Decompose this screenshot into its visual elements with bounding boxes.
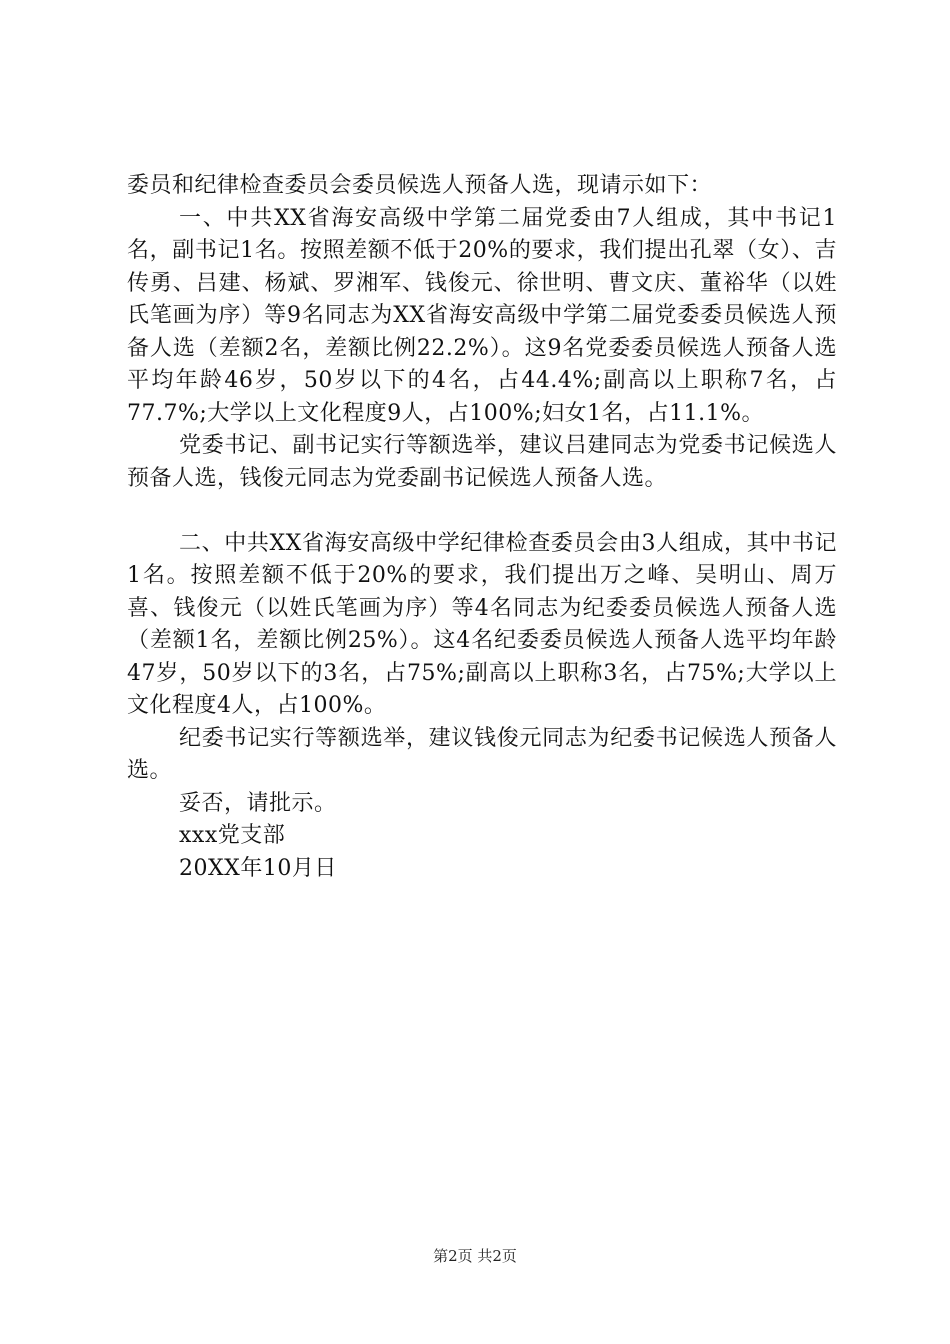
paragraph-discipline-committee: 二、中共XX省海安高级中学纪律检查委员会由3人组成，其中书记1名。按照差额不低于20%的要求，我们提出万之峰、吴明山、周万喜、钱俊元（以姓氏笔画为序）等4名同志为纪委委员候选人预备人选（差额1名，差额比例25%）。这4名纪委委员候选人预备人选平均年龄47岁，50岁以下的3名，占75%;副高以上职称3名，占75%;大学以上文化程度4人，占100%。 [127, 530, 837, 718]
document-body [127, 170, 837, 885]
document-date: 20XX年10月日 [179, 855, 337, 881]
paragraph-intro: 委员和纪律检查委员会委员候选人预备人选，现请示如下： [127, 173, 713, 198]
paragraph-gap [127, 495, 837, 528]
paragraph-request-approval: 妥否，请批示。 [179, 790, 337, 816]
signature: xxx党支部 [179, 823, 286, 848]
paragraph-discipline-secretary: 纪委书记实行等额选举，建议钱俊元同志为纪委书记候选人预备人选。 [127, 725, 837, 783]
paragraph-party-committee: 一、中共XX省海安高级中学第二届党委由7人组成，其中书记1名，副书记1名。按照差额不低于20%的要求，我们提出孔翠（女）、吉传勇、吕建、杨斌、罗湘军、钱俊元、徐世明、曹文庆、董裕华（以姓氏笔画为序）等9名同志为XX省海安高级中学第二届党委委员候选人预备人选（差额2名，差额比例22.2%）。这9名党委委员候选人预备人选平均年龄46岁，50岁以下的4名，占44.4%;副高以上职称7名，占77.7%;大学以上文化程度9人，占100%;妇女1名，占11.1%。 [127, 205, 837, 426]
paragraph-party-secretary: 党委书记、副书记实行等额选举，建议吕建同志为党委书记候选人预备人选，钱俊元同志为党委副书记候选人预备人选。 [127, 433, 837, 491]
page-number-footer: 第2页 共2页 [433, 1247, 517, 1265]
